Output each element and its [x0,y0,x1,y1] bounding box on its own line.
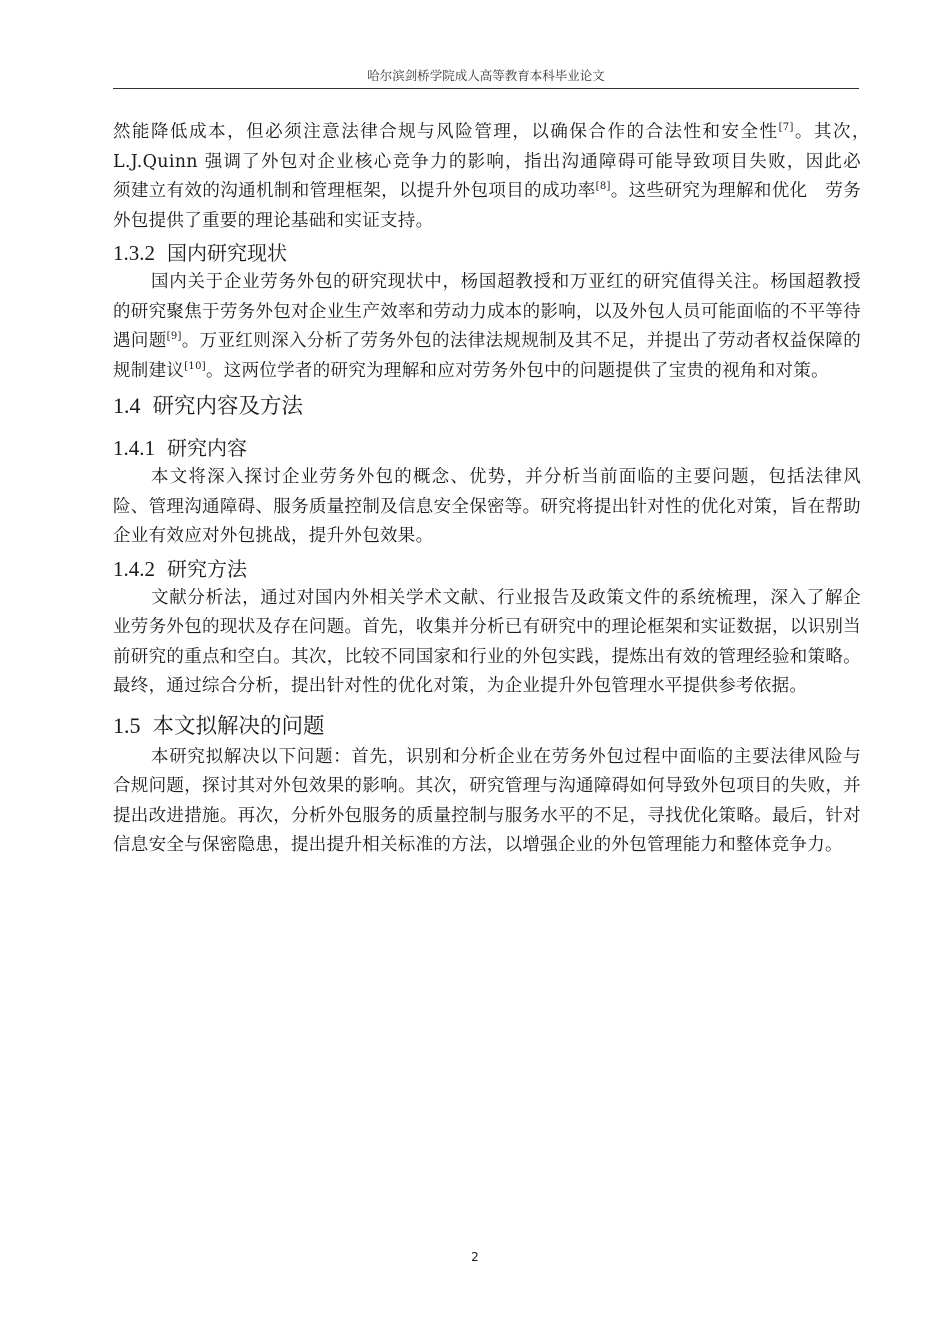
subsection-heading [113,238,861,268]
citation-ref: [7] [778,122,794,133]
subsection-heading [113,433,861,463]
paragraph-text: 。这两位学者的研究为理解和应对劳务外包中的问题提供了宝贵的视角和对策。 [205,360,829,381]
heading-text: 研究方法 [167,556,247,581]
paragraph-text: 。其次， L.J.Quinn 强调了外包对企业核心竞争力的影响，指出沟通障碍可能导致项目失败，因此必 须建立有效的沟通机制和管理框架，以提升外包项目的成功率 [113,122,879,201]
heading-text: 研究内容 [167,436,247,460]
heading-number: 1.4 [113,393,141,418]
heading-text: 本文拟解决的问题 [152,713,325,739]
document-body [113,118,879,861]
paragraph-text: 本研究拟解决以下问题：首先，识别和分析企业在劳务外包过程中面临的主要法律风险与合规问题，探讨其对外包效果的影响。其次，研究管理与沟通障碍如何导致外包项目的失败，并提出改进措施。再次，分析外包服务的质量控制与服务水平的不足，寻找优化策略。最后，针对信息安全与保密隐患，提出提升相关标准的方法，以增强企业的外包管理能力和整体竞争力。 [113,746,861,855]
heading-number: 1.4.2 [113,556,155,581]
body-paragraph [113,463,861,552]
paragraph-text: 本文将深入探讨企业劳务外包的概念、优势，并分析当前面临的主要问题，包括法律风险、管理沟通障碍、服务质量控制及信息安全保密等。研究将提出针对性的优化对策，旨在帮助企业有效应对外包挑战，提升外包效果。 [113,467,861,546]
citation-ref: [8] [595,181,611,192]
paragraph-text: 然能降低成本，但必须注意法律合规与风险管理，以确保合作的合法性和安全性 [113,122,779,142]
paragraph-text: 。万亚红则深入分析了劳务外包的法律法规规制及其不足，并提出了劳动者权益保障的规制建议 [113,331,861,381]
section-heading [113,710,861,743]
paragraph-text: 。这些研究为理解和优化 劳务外包提供了重要的理论基础和实证支持。 [113,181,861,231]
heading-text: 研究内容及方法 [152,394,304,419]
heading-number: 1.4.1 [113,436,155,460]
subsection-heading [113,554,861,584]
body-paragraph [113,743,861,861]
citation-ref: [9] [166,331,182,342]
header-rule [113,88,859,89]
paragraph-text: 文献分析法，通过对国内外相关学术文献、行业报告及政策文件的系统梳理，深入了解企业劳务外包的现状及存在问题。首先，收集并分析已有研究中的理论框架和实证数据，以识别当前研究的重点和空白。其次，比较不同国家和行业的外包实践，提炼出有效的管理经验和策略。最终，通过综合分析，提出针对性的优化对策，为企业提升外包管理水平提供参考依据。 [113,587,861,696]
page-number: 2 [471,1250,479,1264]
heading-number: 1.3.2 [113,241,155,265]
body-paragraph [113,268,861,386]
body-paragraph [113,118,879,236]
page-header: 哈尔滨剑桥学院成人高等教育本科毕业论文 [367,68,605,83]
heading-number: 1.5 [113,712,141,738]
body-paragraph [113,584,861,702]
section-heading [113,390,861,423]
heading-text: 国内研究现状 [167,241,287,265]
paragraph-text: 国内关于企业劳务外包的研究现状中，杨国超教授和万亚红的研究值得关注。杨国超教授的研究聚焦于劳务外包对企业生产效率和劳动力成本的影响，以及外包人员可能面临的不平等待遇问题 [113,272,861,351]
citation-ref: [10] [184,360,206,372]
